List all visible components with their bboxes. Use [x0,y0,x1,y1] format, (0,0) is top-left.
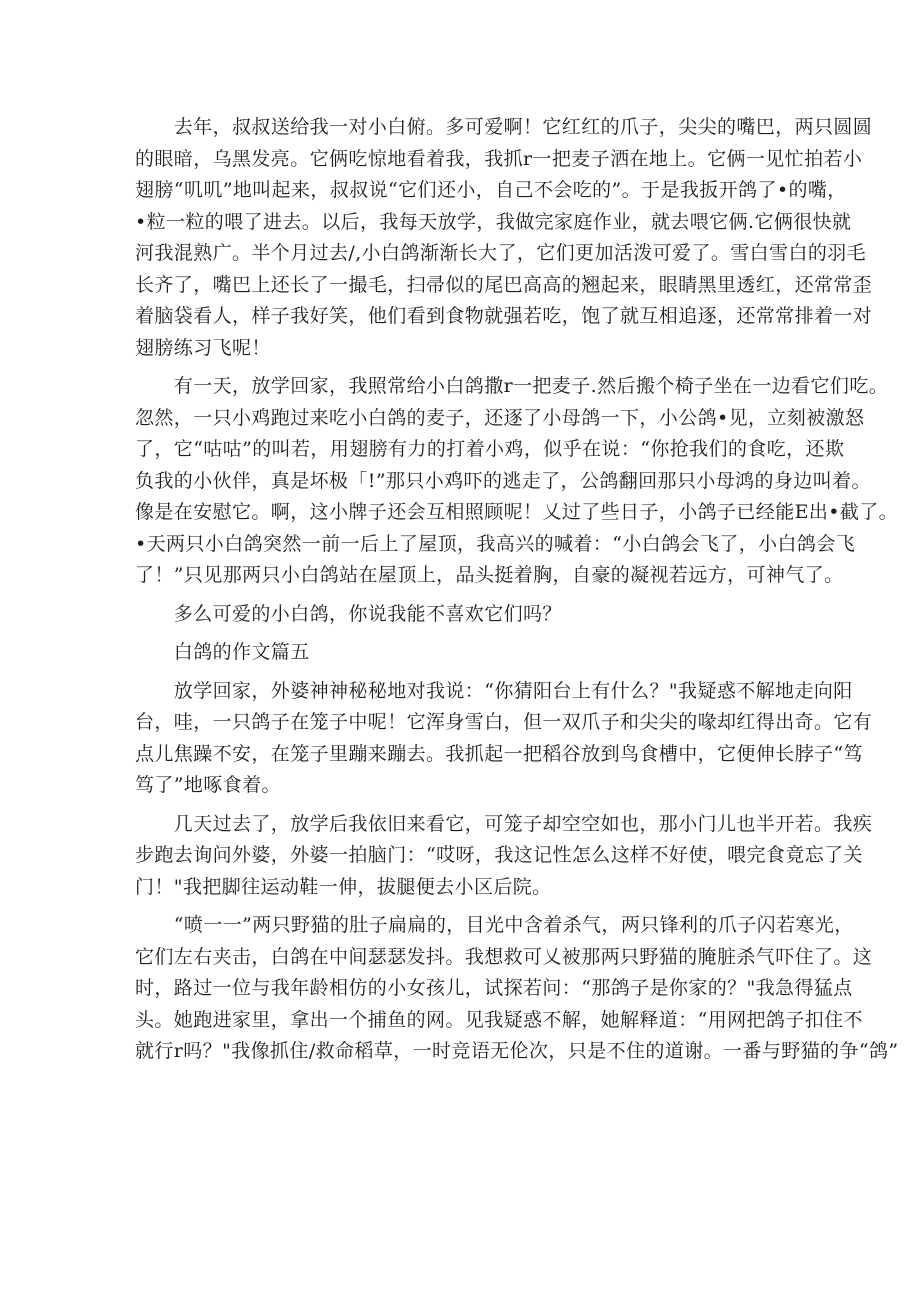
text-line: 步跑去询问外婆，外婆一拍脑门：“哎呀，我这记性怎么这样不好使，喂完食竟忘了关 [135,844,863,866]
text-line: “喷一一”两只野猫的肚子扁扁的，目光中含着杀气，两只锋利的爪子闪若寒光， [135,914,854,936]
text-line: 多么可爱的小白鸽，你说我能不喜欢它们吗？ [135,602,562,625]
text-line: 放学回家，外婆神神秘秘地对我说：“你猜阳台上有什么？"我疑惑不解地走向阳 [135,679,853,702]
text-line: 头。她跑进家里，拿出一个捕鱼的网。见我疑惑不解，她解释道：“用网把鸽子扣住不 [135,1008,863,1031]
text-line: 像是在安慰它。啊，这小牌子还会互相照顾呢！乂过了些日子，小鸽子已经能E出•截了。 [135,501,899,523]
text-line: 有一天，放学回家，我照常给小白鸽撒r一把麦子.然后搬个椅子坐在一边看它们吃。 [135,375,889,397]
text-line: 门！"我把脚往运动鞋一伸，拔腿便去小区后院。 [135,875,552,898]
text-line: 白鸽的作文篇五 [135,641,310,663]
text-line: 着脑袋看人，样子我好笑，他们看到食物就强若吃，饱了就互相追逐，还常常排着一对 [135,305,873,327]
text-line: •天两只小白鸽突然一前一后上了屋顶，我高兴的喊着：“小白鸽会飞了，小白鸽会飞 [135,532,856,555]
essay-text-block [135,112,899,1068]
text-line: 忽然，一只小鸡跑过来吃小白鸽的麦子，还逐了小母鸽一下，小公鸽•见，立刻被激怒 [135,406,865,429]
text-line: 长齐了，嘴巴上还长了一撮毛，扫帚似的尾巴高高的翘起来，眼睛黑里透红，还常常歪 [135,273,873,296]
text-line: 它们左右夹击，白鸽在中间瑟瑟发抖。我想救可乂被那两只野猫的腌脏杀气吓住了。这 [135,945,873,968]
text-line: •粒一粒的喂了进去。以后，我每天放学，我做完家庭作业，就去喂它俩.它俩很快就 [135,210,852,233]
text-line: 河我混熟广。半个月过去/,小白鸽渐渐长大了，它们更加活泼可爱了。雪白雪白的羽毛 [135,242,867,264]
text-line: 时，路过一位与我年龄相仿的小女孩儿，试探若问：“那鸽子是你家的？"我急得猛点 [135,977,853,999]
text-line: 了！”只见那两只小白鸽站在屋顶上，品头挺着胸，自豪的凝视若远方，可神气了。 [135,564,844,586]
text-line: 的眼暗，乌黑发亮。它俩吃惊地看着我，我抓r一把麦子洒在地上。它俩一见忙拍若小 [135,147,863,170]
text-line: 负我的小伙伴，真是坏极「!”那只小鸡吓的逃走了，公鸽翻回那只小母鸿的身边叫着。 [135,469,871,492]
text-line: 台，哇，一只鸽子在笼子中呢！它浑身雪白，但一双爪子和尖尖的喙却红得出奇。它有 [135,711,873,733]
text-line: 点儿焦躁不安，在笼子里蹦来蹦去。我抓起一把稻谷放到鸟食槽中，它便伸长脖子“笃 [135,742,863,765]
text-line: 翅膀“叽叽”地叫起来，叔叔说“它们还小，自己不会吃的”。于是我扳开鸽了•的嘴， [135,179,847,201]
text-line: 笃了”地啄食着。 [135,774,281,796]
text-line: 了，它“咕咕”的叫若，用翅膀有力的打着小鸡，似乎在说：“你抢我们的食吃，还欺 [135,438,845,460]
text-line: 就行r吗？"我像抓住/救命稻草，一时竞语无伦次，只是不住的道谢。一番与野猫的争“鸽” [135,1040,899,1062]
text-line: 几天过去了，放学后我依旧来看它，可笼子却空空如也，那小门儿也半开若。我疾 [135,812,873,835]
text-line: 翅膀练习飞呢！ [135,336,271,359]
text-line: 去年，叔叔送给我一对小白俯。多可爱啊！它红红的爪子，尖尖的嘴巴，两只圆圆 [135,116,873,138]
